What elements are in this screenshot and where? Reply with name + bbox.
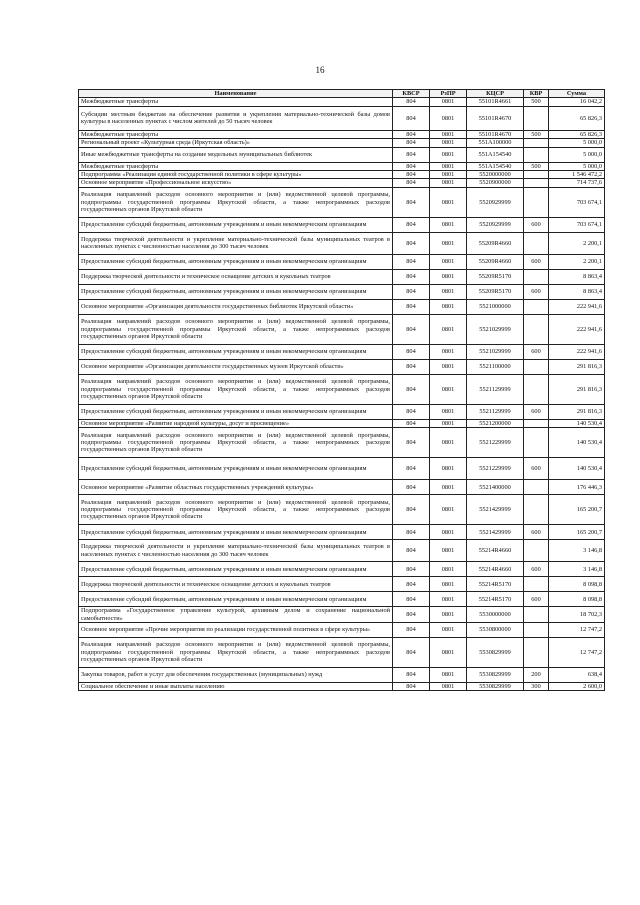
table-row <box>79 428 605 458</box>
cell-kcsr: 5521229999 <box>467 428 524 458</box>
table-row <box>79 269 605 284</box>
table-row <box>79 638 605 668</box>
cell-rzpr: 0801 <box>430 495 467 525</box>
cell-name: Реализация направлений расходов основного мероприятия и (или) ведомственной целевой программы, подпрограммы государственной программы Иркутской области, а также непрограммных расходов государственных органов Иркутской области <box>79 495 393 525</box>
cell-rzpr: 0801 <box>430 254 467 269</box>
cell-rzpr: 0801 <box>430 269 467 284</box>
cell-kcsr: 551A100000 <box>467 139 524 147</box>
cell-name: Поддержка творческой деятельности и техническое оснащение детских и кукольных театров <box>79 269 393 284</box>
cell-kvr <box>524 269 549 284</box>
column-header-kvr: КВР <box>524 90 549 98</box>
cell-rzpr: 0801 <box>430 314 467 344</box>
cell-sum: 65 826,3 <box>549 130 605 138</box>
cell-kvsr: 804 <box>393 374 430 404</box>
cell-rzpr: 0801 <box>430 623 467 638</box>
cell-kvr: 600 <box>524 562 549 577</box>
cell-sum: 703 674,1 <box>549 187 605 217</box>
cell-kvsr: 804 <box>393 179 430 187</box>
cell-kvr: 600 <box>524 217 549 232</box>
cell-kvsr: 804 <box>393 592 430 607</box>
budget-table <box>78 89 605 691</box>
table-row <box>79 162 605 170</box>
table-row <box>79 130 605 138</box>
cell-name: Предоставление субсидий бюджетным, автономным учреждениям и иным некоммерческим организациям <box>79 525 393 540</box>
cell-kvsr: 804 <box>393 419 430 427</box>
cell-kvsr: 804 <box>393 299 430 314</box>
cell-kcsr: 5521129999 <box>467 404 524 419</box>
cell-kvsr: 804 <box>393 344 430 359</box>
cell-kcsr: 5530800000 <box>467 623 524 638</box>
cell-rzpr: 0801 <box>430 592 467 607</box>
cell-name: Субсидии местным бюджетам на обеспечение развития и укрепления материально-технической базы домов культуры в населенных пунктах с числом жителей до 50 тысяч человек <box>79 106 393 130</box>
cell-kcsr: 5521129999 <box>467 374 524 404</box>
cell-sum: 176 446,3 <box>549 480 605 495</box>
cell-kvr <box>524 106 549 130</box>
cell-rzpr: 0801 <box>430 419 467 427</box>
cell-kvsr: 804 <box>393 232 430 254</box>
cell-kcsr: 5521429999 <box>467 525 524 540</box>
cell-kcsr: 5521029999 <box>467 344 524 359</box>
cell-kvr <box>524 607 549 623</box>
cell-name: Подпрограмма «Государственное управление культурой, архивным делом и сохранение национальной самобытности» <box>79 607 393 623</box>
cell-kvsr: 804 <box>393 404 430 419</box>
cell-sum: 16 042,2 <box>549 98 605 106</box>
cell-rzpr: 0801 <box>430 540 467 562</box>
cell-rzpr: 0801 <box>430 139 467 147</box>
table-row <box>79 540 605 562</box>
cell-rzpr: 0801 <box>430 374 467 404</box>
cell-sum: 5 000,0 <box>549 139 605 147</box>
table-row <box>79 359 605 374</box>
cell-rzpr: 0801 <box>430 577 467 592</box>
cell-rzpr: 0801 <box>430 638 467 668</box>
cell-kvsr: 804 <box>393 683 430 691</box>
cell-kvsr: 804 <box>393 540 430 562</box>
cell-kvr <box>524 577 549 592</box>
cell-kvsr: 804 <box>393 314 430 344</box>
cell-kvr: 600 <box>524 458 549 480</box>
cell-name: Поддержка творческой деятельности и укрепление материально-технической базы муниципальных театров в населенных пунктах с численностью населения до 300 тысяч человек <box>79 232 393 254</box>
cell-name: Предоставление субсидий бюджетным, автономным учреждениям и иным некоммерческим организациям <box>79 217 393 232</box>
cell-kcsr: 5520900000 <box>467 179 524 187</box>
table-row <box>79 147 605 162</box>
table-row <box>79 344 605 359</box>
cell-sum: 703 674,1 <box>549 217 605 232</box>
cell-rzpr: 0801 <box>430 562 467 577</box>
table-header <box>79 90 605 98</box>
cell-name: Предоставление субсидий бюджетным, автономным учреждениям и иным некоммерческим организациям <box>79 458 393 480</box>
cell-kvr: 200 <box>524 668 549 683</box>
cell-kvr <box>524 480 549 495</box>
cell-kvr <box>524 540 549 562</box>
column-header-rzpr: РзПР <box>430 90 467 98</box>
cell-sum: 638,4 <box>549 668 605 683</box>
cell-sum: 222 941,6 <box>549 314 605 344</box>
cell-name: Основное мероприятие «Организация деятельности государственных музеев Иркутской области» <box>79 359 393 374</box>
cell-sum: 8 098,8 <box>549 592 605 607</box>
cell-kvsr: 804 <box>393 217 430 232</box>
cell-rzpr: 0801 <box>430 458 467 480</box>
cell-sum: 8 863,4 <box>549 269 605 284</box>
cell-kcsr: 5520000000 <box>467 171 524 179</box>
table-row <box>79 577 605 592</box>
cell-rzpr: 0801 <box>430 187 467 217</box>
cell-kcsr: 5530000000 <box>467 607 524 623</box>
cell-rzpr: 0801 <box>430 232 467 254</box>
cell-kcsr: 55209R5170 <box>467 284 524 299</box>
cell-kvr <box>524 623 549 638</box>
cell-sum: 140 530,4 <box>549 419 605 427</box>
table-row <box>79 480 605 495</box>
cell-kvr <box>524 495 549 525</box>
cell-kvr: 500 <box>524 130 549 138</box>
cell-kcsr: 551A154540 <box>467 162 524 170</box>
cell-kcsr: 5520929999 <box>467 187 524 217</box>
cell-rzpr: 0801 <box>430 359 467 374</box>
cell-rzpr: 0801 <box>430 683 467 691</box>
table-row <box>79 668 605 683</box>
table-row <box>79 299 605 314</box>
cell-kcsr: 551A154540 <box>467 147 524 162</box>
cell-sum: 3 146,8 <box>549 540 605 562</box>
column-header-name: Наименование <box>79 90 393 98</box>
cell-sum: 291 816,3 <box>549 404 605 419</box>
table-row <box>79 254 605 269</box>
cell-kcsr: 55214R5170 <box>467 592 524 607</box>
cell-kvsr: 804 <box>393 147 430 162</box>
table-row <box>79 623 605 638</box>
cell-kvr: 600 <box>524 592 549 607</box>
cell-name: Предоставление субсидий бюджетным, автономным учреждениям и иным некоммерческим организациям <box>79 404 393 419</box>
cell-sum: 5 000,0 <box>549 147 605 162</box>
cell-kcsr: 5520929999 <box>467 217 524 232</box>
cell-name: Основное мероприятие «Организация деятельности государственных библиотек Иркутской области» <box>79 299 393 314</box>
cell-name: Предоставление субсидий бюджетным, автономным учреждениям и иным некоммерческим организациям <box>79 562 393 577</box>
cell-kcsr: 5521100000 <box>467 359 524 374</box>
table-row <box>79 404 605 419</box>
cell-kcsr: 5521000000 <box>467 299 524 314</box>
cell-rzpr: 0801 <box>430 162 467 170</box>
cell-kvr <box>524 171 549 179</box>
cell-kvsr: 804 <box>393 106 430 130</box>
cell-rzpr: 0801 <box>430 428 467 458</box>
cell-kvsr: 804 <box>393 139 430 147</box>
page-number: 16 <box>315 65 325 75</box>
cell-rzpr: 0801 <box>430 480 467 495</box>
cell-sum: 140 530,4 <box>549 458 605 480</box>
cell-sum: 222 941,6 <box>549 299 605 314</box>
cell-name: Иные межбюджетные трансферты на создание модельных муниципальных библиотек <box>79 147 393 162</box>
cell-kcsr: 5530829999 <box>467 668 524 683</box>
cell-kcsr: 55214R5170 <box>467 577 524 592</box>
cell-rzpr: 0801 <box>430 171 467 179</box>
cell-kvr <box>524 299 549 314</box>
cell-kvr: 600 <box>524 344 549 359</box>
cell-sum: 165 200,7 <box>549 495 605 525</box>
cell-sum: 12 747,2 <box>549 623 605 638</box>
cell-kcsr: 55214R4660 <box>467 562 524 577</box>
cell-kvsr: 804 <box>393 187 430 217</box>
cell-kcsr: 55209R4660 <box>467 254 524 269</box>
cell-kvsr: 804 <box>393 638 430 668</box>
cell-kvr: 600 <box>524 284 549 299</box>
cell-kcsr: 55101R4661 <box>467 98 524 106</box>
table-row <box>79 171 605 179</box>
cell-name: Основное мероприятие «Профессиональное искусство» <box>79 179 393 187</box>
cell-name: Региональный проект «Культурная среда (Иркутская область)» <box>79 139 393 147</box>
cell-kvr <box>524 147 549 162</box>
cell-kvsr: 804 <box>393 480 430 495</box>
cell-kcsr: 55101R4670 <box>467 130 524 138</box>
cell-kvsr: 804 <box>393 171 430 179</box>
table-row <box>79 179 605 187</box>
cell-kvsr: 804 <box>393 668 430 683</box>
cell-kvsr: 804 <box>393 269 430 284</box>
table-row <box>79 419 605 427</box>
cell-sum: 291 816,3 <box>549 374 605 404</box>
cell-kvr <box>524 359 549 374</box>
cell-kvsr: 804 <box>393 284 430 299</box>
cell-sum: 12 747,2 <box>549 638 605 668</box>
cell-kcsr: 5530829999 <box>467 638 524 668</box>
cell-sum: 140 530,4 <box>549 428 605 458</box>
table-row <box>79 495 605 525</box>
cell-name: Межбюджетные трансферты <box>79 162 393 170</box>
cell-kvr: 500 <box>524 162 549 170</box>
cell-kvsr: 804 <box>393 495 430 525</box>
cell-name: Предоставление субсидий бюджетным, автономным учреждениям и иным некоммерческим организациям <box>79 592 393 607</box>
cell-name: Подпрограмма «Реализация единой государственной политики в сфере культуры» <box>79 171 393 179</box>
cell-kvr: 600 <box>524 404 549 419</box>
column-header-sum: Сумма <box>549 90 605 98</box>
cell-sum: 8 863,4 <box>549 284 605 299</box>
cell-kcsr: 5521200000 <box>467 419 524 427</box>
table-body <box>79 98 605 691</box>
table-row <box>79 284 605 299</box>
cell-kvsr: 804 <box>393 254 430 269</box>
cell-name: Реализация направлений расходов основного мероприятия и (или) ведомственной целевой программы, подпрограммы государственной программы Иркутской области, а также непрограммных расходов государственных органов Иркутской области <box>79 187 393 217</box>
cell-kvr: 600 <box>524 525 549 540</box>
cell-name: Реализация направлений расходов основного мероприятия и (или) ведомственной целевой программы, подпрограммы государственной программы Иркутской области, а также непрограммных расходов государственных органов Иркутской области <box>79 638 393 668</box>
cell-kvsr: 804 <box>393 525 430 540</box>
cell-name: Закупка товаров, работ и услуг для обеспечения государственных (муниципальных) нужд <box>79 668 393 683</box>
cell-rzpr: 0801 <box>430 404 467 419</box>
cell-kvr <box>524 314 549 344</box>
cell-kvsr: 804 <box>393 623 430 638</box>
cell-rzpr: 0801 <box>430 147 467 162</box>
cell-kvr <box>524 187 549 217</box>
cell-kvr <box>524 638 549 668</box>
cell-kvr: 500 <box>524 98 549 106</box>
cell-kvsr: 804 <box>393 162 430 170</box>
cell-rzpr: 0801 <box>430 217 467 232</box>
cell-name: Межбюджетные трансферты <box>79 98 393 106</box>
cell-sum: 222 941,6 <box>549 344 605 359</box>
table-row <box>79 232 605 254</box>
cell-name: Предоставление субсидий бюджетным, автономным учреждениям и иным некоммерческим организациям <box>79 284 393 299</box>
cell-name: Поддержка творческой деятельности и укрепление материально-технической базы муниципальных театров в населенных пунктах с численностью населения до 300 тысяч человек <box>79 540 393 562</box>
cell-sum: 65 826,3 <box>549 106 605 130</box>
cell-kcsr: 5521229999 <box>467 458 524 480</box>
cell-sum: 2 200,1 <box>549 254 605 269</box>
cell-rzpr: 0801 <box>430 668 467 683</box>
cell-sum: 2 600,0 <box>549 683 605 691</box>
cell-kcsr: 5521400000 <box>467 480 524 495</box>
cell-name: Поддержка творческой деятельности и техническое оснащение детских и кукольных театров <box>79 577 393 592</box>
table-row <box>79 607 605 623</box>
cell-kcsr: 5530829999 <box>467 683 524 691</box>
cell-sum: 2 200,1 <box>549 232 605 254</box>
cell-kvsr: 804 <box>393 98 430 106</box>
cell-sum: 8 098,8 <box>549 577 605 592</box>
cell-kvsr: 804 <box>393 359 430 374</box>
cell-sum: 18 702,3 <box>549 607 605 623</box>
cell-name: Реализация направлений расходов основного мероприятия и (или) ведомственной целевой программы, подпрограммы государственной программы Иркутской области, а также непрограммных расходов государственных органов Иркутской области <box>79 374 393 404</box>
cell-kvr: 600 <box>524 254 549 269</box>
cell-kcsr: 55209R4660 <box>467 232 524 254</box>
cell-kvsr: 804 <box>393 458 430 480</box>
cell-kcsr: 55209R5170 <box>467 269 524 284</box>
table-row <box>79 217 605 232</box>
cell-name: Основное мероприятие «Прочие мероприятия по реализации государственной политики в сфере культуры» <box>79 623 393 638</box>
cell-kvr <box>524 374 549 404</box>
table-row <box>79 458 605 480</box>
table-row <box>79 374 605 404</box>
cell-kvr <box>524 419 549 427</box>
cell-kcsr: 5521429999 <box>467 495 524 525</box>
table-row <box>79 592 605 607</box>
cell-name: Предоставление субсидий бюджетным, автономным учреждениям и иным некоммерческим организациям <box>79 344 393 359</box>
cell-kcsr: 55101R4670 <box>467 106 524 130</box>
cell-rzpr: 0801 <box>430 344 467 359</box>
cell-name: Социальное обеспечение и иные выплаты населению <box>79 683 393 691</box>
cell-kvr <box>524 139 549 147</box>
cell-kvsr: 804 <box>393 577 430 592</box>
cell-kcsr: 55214R4660 <box>467 540 524 562</box>
cell-rzpr: 0801 <box>430 607 467 623</box>
cell-name: Межбюджетные трансферты <box>79 130 393 138</box>
table-row <box>79 562 605 577</box>
cell-sum: 165 200,7 <box>549 525 605 540</box>
cell-sum: 291 816,3 <box>549 359 605 374</box>
cell-sum: 1 546 472,2 <box>549 171 605 179</box>
table-row <box>79 139 605 147</box>
cell-kvr <box>524 428 549 458</box>
cell-sum: 3 146,8 <box>549 562 605 577</box>
table-row <box>79 314 605 344</box>
cell-name: Реализация направлений расходов основного мероприятия и (или) ведомственной целевой программы, подпрограммы государственной программы Иркутской области, а также непрограммных расходов государственных органов Иркутской области <box>79 314 393 344</box>
cell-kvsr: 804 <box>393 130 430 138</box>
cell-sum: 714 737,6 <box>549 179 605 187</box>
cell-name: Основное мероприятие «Развитие народной культуры, досуг и просвещение» <box>79 419 393 427</box>
cell-sum: 5 000,0 <box>549 162 605 170</box>
table-row <box>79 106 605 130</box>
cell-name: Реализация направлений расходов основного мероприятия и (или) ведомственной целевой программы, подпрограммы государственной программы Иркутской области, а также непрограммных расходов государственных органов Иркутской области <box>79 428 393 458</box>
cell-kvsr: 804 <box>393 562 430 577</box>
cell-rzpr: 0801 <box>430 130 467 138</box>
table-row <box>79 187 605 217</box>
cell-rzpr: 0801 <box>430 98 467 106</box>
cell-name: Основное мероприятие «Развитие областных государственных учреждений культуры» <box>79 480 393 495</box>
cell-name: Предоставление субсидий бюджетным, автономным учреждениям и иным некоммерческим организациям <box>79 254 393 269</box>
cell-rzpr: 0801 <box>430 106 467 130</box>
table-row <box>79 98 605 106</box>
column-header-kvsr: КВСР <box>393 90 430 98</box>
cell-rzpr: 0801 <box>430 179 467 187</box>
cell-kvsr: 804 <box>393 428 430 458</box>
cell-rzpr: 0801 <box>430 525 467 540</box>
cell-rzpr: 0801 <box>430 299 467 314</box>
table-row <box>79 683 605 691</box>
column-header-kcsr: КЦСР <box>467 90 524 98</box>
cell-kvr <box>524 232 549 254</box>
cell-kvsr: 804 <box>393 607 430 623</box>
cell-kvr <box>524 179 549 187</box>
cell-rzpr: 0801 <box>430 284 467 299</box>
cell-kcsr: 5521029999 <box>467 314 524 344</box>
cell-kvr: 300 <box>524 683 549 691</box>
table-row <box>79 525 605 540</box>
